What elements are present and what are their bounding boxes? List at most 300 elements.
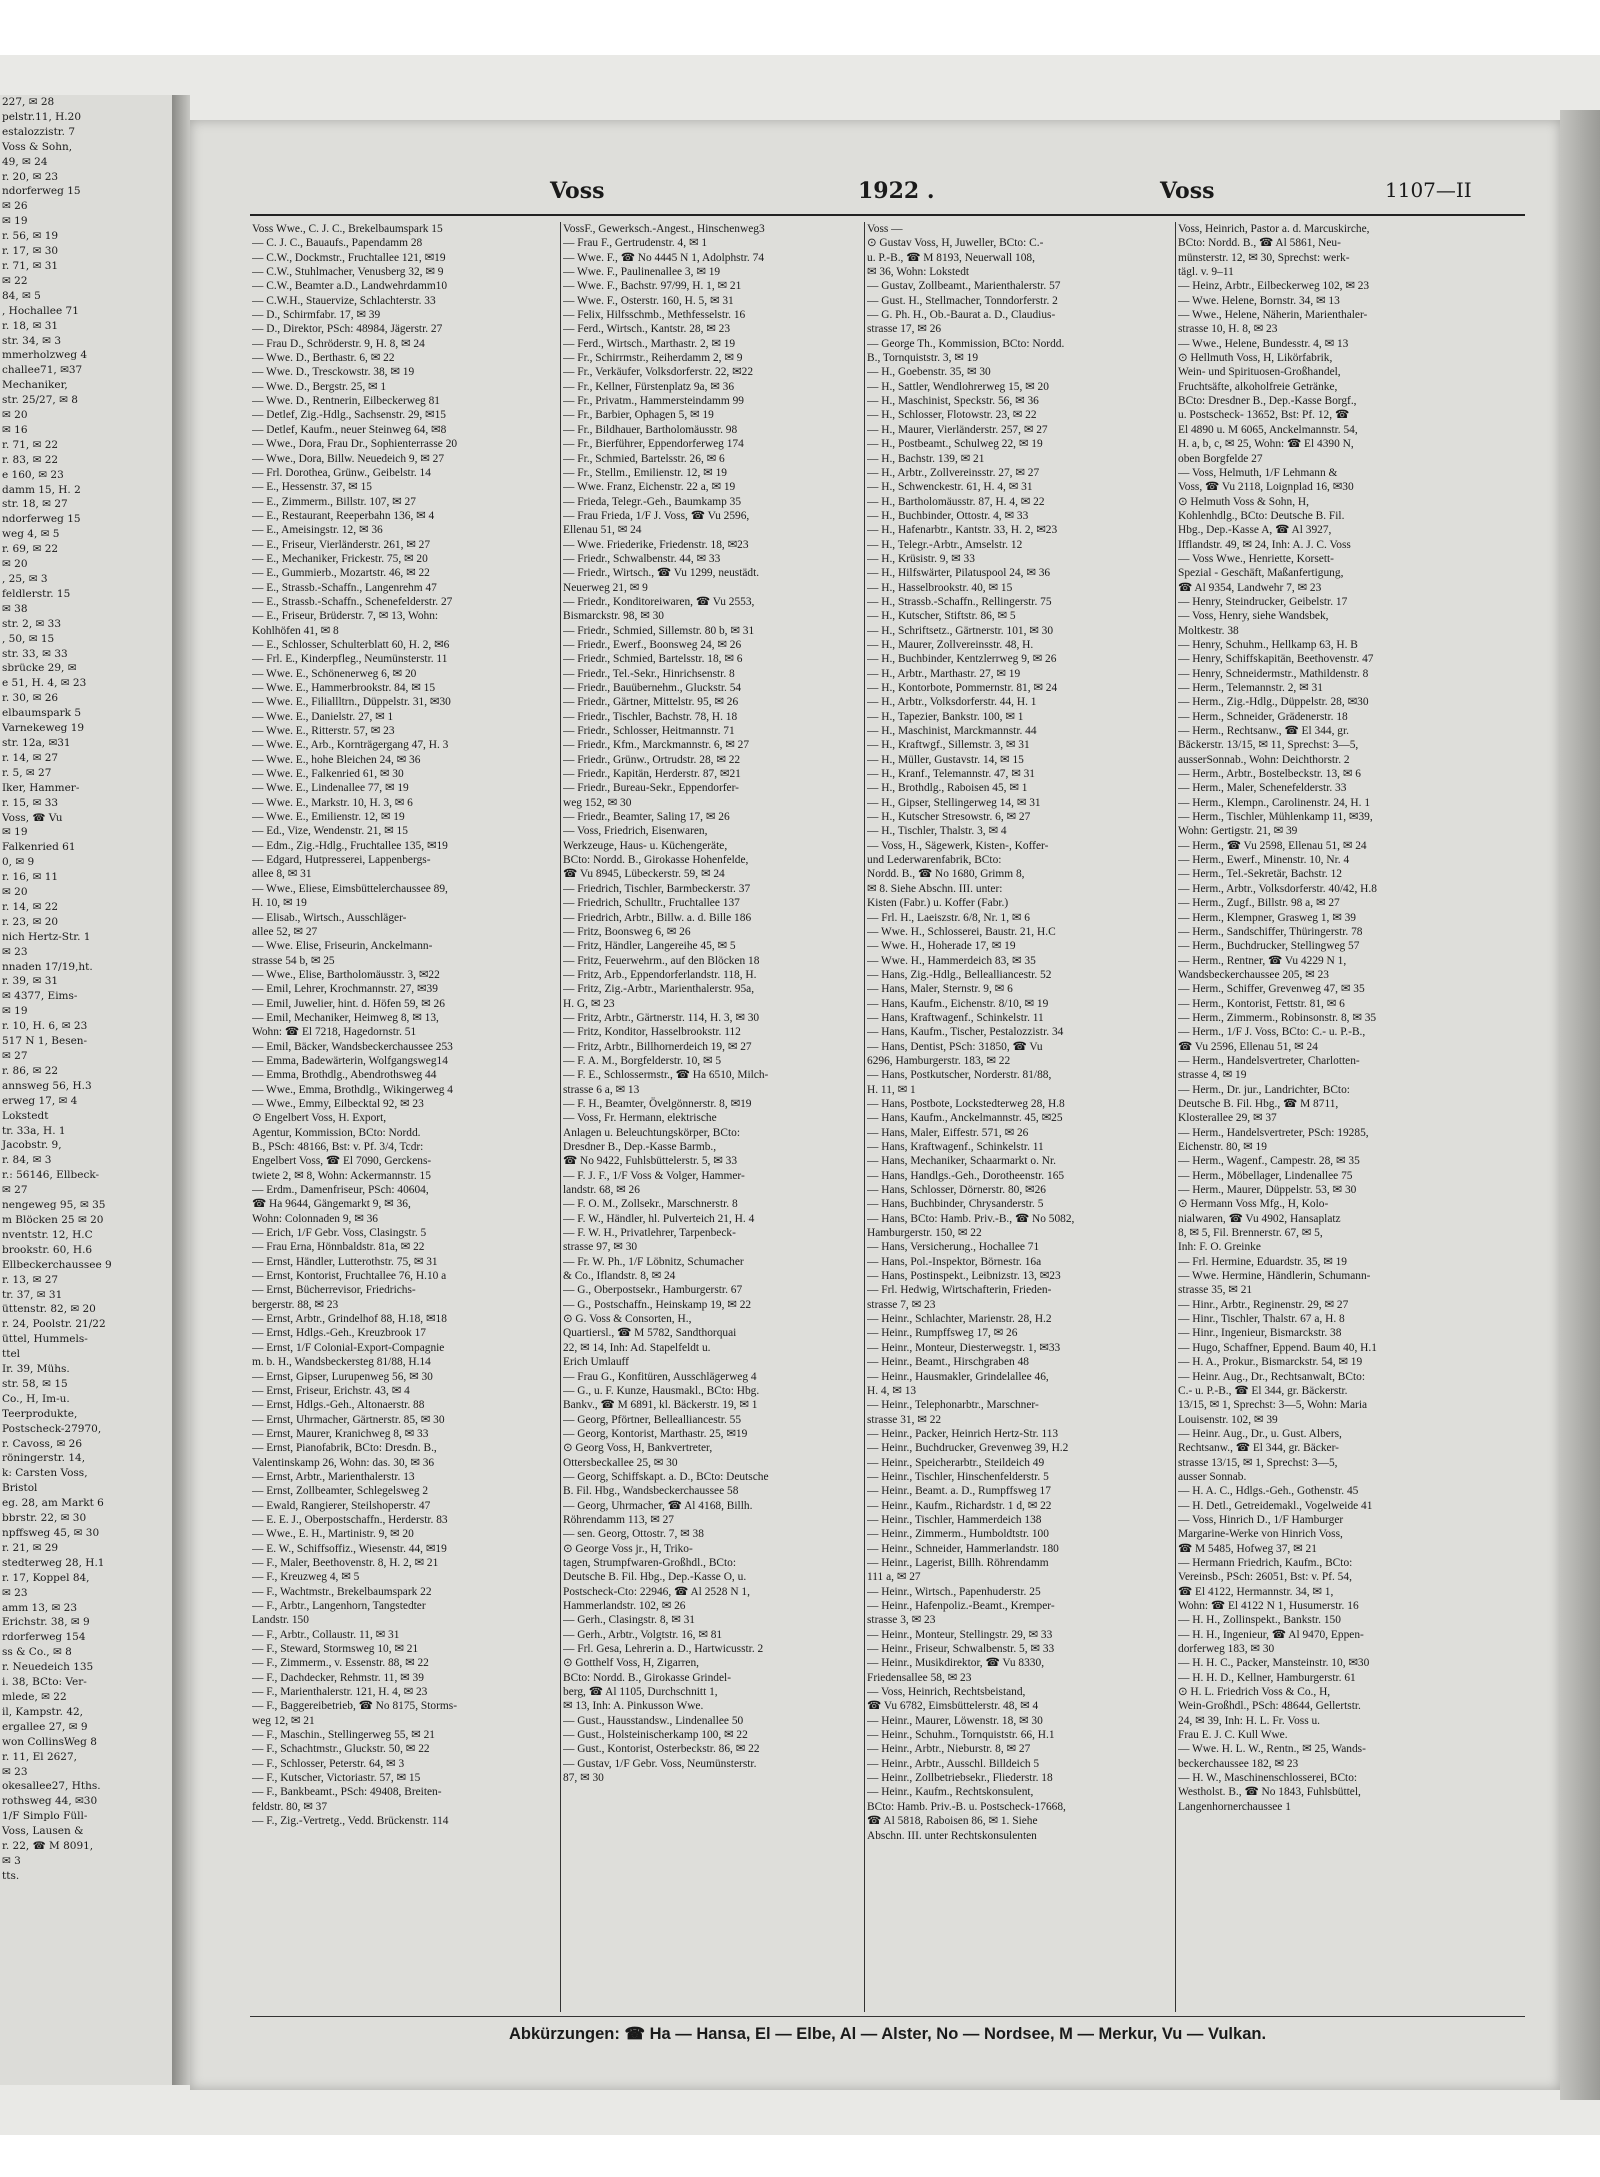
directory-entry-line: — F. W., Händler, hl. Pulverteich 21, H. 4 (563, 1212, 755, 1225)
directory-entry-line: — Wwe., Eliese, Eimsbüttelerchaussee 89, (252, 882, 448, 895)
directory-entry-line: — Wwe. F., Bachstr. 97/99, H. 1, ✉ 21 (563, 280, 742, 293)
directory-entry-line: — G., u. F. Kunze, Hausmakl., BCto: Hbg. (563, 1384, 760, 1397)
directory-entry-line: Rechtsanw., ☎ El 344, gr. Bäcker- (1178, 1442, 1339, 1455)
directory-entry-line: — F., Zig.-Vertretg., Vedd. Brückenstr. 114 (252, 1815, 449, 1828)
directory-entry-line: — Hans, Maler, Eiffestr. 571, ✉ 26 (867, 1126, 1029, 1139)
directory-entry-line: — Wwe. F., Osterstr. 160, H. 5, ✉ 31 (563, 294, 734, 307)
directory-entry-line: — Georg, Uhrmacher, ☎ Al 4168, Billh. (563, 1499, 753, 1512)
directory-entry-line: BCto: Dresdner B., Dep.-Kasse Borgf., (1178, 395, 1357, 408)
directory-entry-line: Westholst. B., ☎ No 1843, Fuhlsbüttel, (1178, 1786, 1361, 1799)
directory-entry-line: — E. E. J., Oberpostschaffn., Herderstr. 83 (252, 1513, 448, 1526)
left-page-line: str. 18, ✉ 27 (2, 498, 68, 511)
directory-entry-line: dorferweg 183, ✉ 30 (1178, 1643, 1275, 1656)
directory-entry-line: — Henry, Schiffskapitän, Beethovenstr. 47 (1178, 653, 1374, 666)
directory-entry-line: 8, ✉ 5, Fil. Brennerstr. 67, ✉ 5, (1178, 1227, 1323, 1240)
directory-entry-line: — Heinr., Arbtr., Nieburstr. 8, ✉ 27 (867, 1743, 1031, 1756)
directory-entry-line: — Hans, Versicherung., Hochallee 71 (867, 1241, 1040, 1254)
directory-entry-line: — H., Kutscher, Stiftstr. 86, ✉ 5 (867, 610, 1016, 623)
directory-entry-line: C.- u. P.-B., ☎ El 344, gr. Bäckerstr. (1178, 1384, 1348, 1397)
left-page-line: ttel (2, 1348, 21, 1361)
directory-entry-line: — Friedr., Kapitän, Herderstr. 87, ✉21 (563, 768, 741, 781)
directory-entry-line: — F. A. M., Borgfelderstr. 10, ✉ 5 (563, 1054, 722, 1067)
directory-entry-line: — C.W.H., Stauervize, Schlachterstr. 33 (252, 294, 436, 307)
directory-entry-line: 13/15, ✉ 1, Sprechst: 3—5, Wohn: Maria (1178, 1399, 1368, 1412)
abbreviations-footer: Abkürzungen: ☎ Ha — Hansa, El — Elbe, Al — Alster, No — Nordsee, M — Merkur, Vu — Vulkan. (508, 2025, 1267, 2043)
directory-entry-line: — Emil, Mechaniker, Heimweg 8, ✉ 13, (252, 1011, 439, 1024)
directory-entry-line: — Heinr., Musikdirektor, ☎ Vu 8330, (867, 1657, 1045, 1670)
directory-entry-line: — Ernst, Arbtr., Marienthalerstr. 13 (252, 1470, 415, 1483)
directory-entry-line: — Herm., Möbellager, Lindenallee 75 (1178, 1169, 1353, 1182)
directory-entry-line: — Erdm., Damenfriseur, PSch: 40604, (252, 1184, 429, 1197)
directory-entry-line: — Friedr., Grünw., Ortrudstr. 28, ✉ 22 (563, 753, 741, 766)
directory-entry-line: Voss Wwe., C. J. C., Brekelbaumspark 15 (252, 223, 443, 235)
directory-entry-line: — Heinr., Packer, Heinrich Hertz-Str. 113 (867, 1427, 1059, 1440)
directory-entry-line: — Friedr., Schlosser, Heitmannstr. 71 (563, 725, 735, 738)
directory-entry-line: — Heinr., Hafenpoliz.-Beamt., Kremper- (867, 1600, 1055, 1612)
directory-entry-line: — Heinr., Zollbetriebsekr., Fliederstr. 18 (867, 1772, 1053, 1785)
left-page-line: 517 N 1, Besen- (2, 1035, 88, 1048)
directory-entry-line: — H., Arbtr., Zollvereinsstr. 27, ✉ 27 (867, 466, 1040, 479)
left-page-line: ✉ 27 (2, 1050, 28, 1062)
left-page-line: rdorferweg 154 (2, 1631, 86, 1644)
directory-entry-line: — Herm., Schiffer, Grevenweg 47, ✉ 35 (1178, 983, 1365, 996)
directory-entry-line: — H., Kranf., Telemannstr. 47, ✉ 31 (867, 768, 1035, 781)
directory-entry-line: — Fr., Stellm., Emilienstr. 12, ✉ 19 (563, 466, 727, 479)
directory-entry-line: ✉ 8. Siehe Abschn. III. unter: (867, 882, 1003, 895)
directory-entry-line: — Gust., Kontorist, Osterbeckstr. 86, ✉ 22 (563, 1743, 760, 1756)
directory-entry-line: — Fr., Bierführer, Eppendorferweg 174 (563, 438, 744, 451)
left-page-line: r.: 56146, Ellbeck- (2, 1169, 100, 1182)
left-page-line: r. 5, ✉ 27 (2, 766, 52, 779)
directory-entry-line: — H., Müller, Gustavstr. 14, ✉ 15 (867, 753, 1024, 766)
directory-entry-line: — Herm., Kontorist, Fettstr. 81, ✉ 6 (1178, 997, 1345, 1010)
left-page-line: röningerstr. 14, (2, 1452, 86, 1465)
left-page-line: str. 34, ✉ 3 (2, 334, 62, 347)
directory-entry-line: — H., Goebenstr. 35, ✉ 30 (867, 366, 991, 379)
directory-entry-line: Wein-Großhdl., PSch: 48644, Gellertstr. (1178, 1700, 1361, 1713)
directory-entry-line: ✉ 13, Inh: A. Pinkusson Wwe. (563, 1700, 704, 1713)
directory-entry-line: ⊙ Georg Voss, H, Bankvertreter, (563, 1442, 713, 1455)
directory-entry-line: — E., Schlosser, Schulterblatt 60, H. 2, ✉6 (252, 638, 450, 651)
left-page-line: ss & Co., ✉ 8 (2, 1646, 72, 1659)
left-page-line: ✉ 23 (2, 1765, 28, 1778)
directory-entry-line: — H. H. C., Packer, Mansteinstr. 10, ✉30 (1178, 1657, 1370, 1670)
left-page-line: eg. 28, am Markt 6 (2, 1497, 104, 1510)
directory-entry-line: — Voss Wwe., Henriette, Korsett- (1178, 552, 1334, 565)
directory-entry-line: — Ernst, Friseur, Erichstr. 43, ✉ 4 (252, 1384, 410, 1397)
directory-entry-line: — Ernst, Pianofabrik, BCto: Dresdn. B., (252, 1442, 437, 1455)
directory-entry-line: Voss — (867, 223, 903, 235)
left-page-line: r. 71, ✉ 22 (2, 438, 59, 451)
directory-entry-line: Ellenau 51, ✉ 24 (563, 524, 642, 537)
left-page-line: i. 38, BCto: Ver- (2, 1676, 87, 1689)
left-page-line: Co., H, Im-u. (2, 1392, 70, 1405)
directory-entry-line: — Wwe. E., Schönenerweg 6, ✉ 20 (252, 667, 417, 680)
directory-entry-line: — Gustav, 1/F Gebr. Voss, Neumünsterstr. (563, 1757, 757, 1770)
directory-entry-line: — H., Sattler, Wendlohrerweg 15, ✉ 20 (867, 380, 1049, 393)
directory-entry-line: Eichenstr. 80, ✉ 19 (1178, 1141, 1267, 1153)
directory-entry-line: Hbg., Dep.-Kasse A, ☎ Al 3927, (1178, 524, 1332, 537)
directory-entry-line: — F., Marienthalerstr. 121, H. 4, ✉ 23 (252, 1686, 428, 1699)
directory-entry-line: u. P.-B., ☎ M 8193, Neuerwall 108, (867, 251, 1035, 264)
directory-entry-line: — Hans, BCto: Hamb. Priv.-B., ☎ No 5082, (867, 1212, 1075, 1225)
directory-entry-line: BCto: Nordd. B., Girokasse Hohenfelde, (563, 854, 749, 867)
directory-entry-line: — Herm., Tischler, Mühlenkamp 11, ✉39, (1178, 811, 1373, 824)
directory-entry-line: Agentur, Kommission, BCto: Nordd. (252, 1126, 421, 1139)
directory-entry-line: — E., Mechaniker, Frickestr. 75, ✉ 20 (252, 552, 428, 565)
directory-entry-line: — H., Gipser, Stellingerweg 14, ✉ 31 (867, 796, 1041, 809)
directory-entry-line: — Hugo, Schaffner, Eppend. Baum 40, H.1 (1178, 1341, 1377, 1354)
directory-entry-line: ☎ El 4122, Hermannstr. 34, ✉ 1, (1178, 1585, 1334, 1598)
header-year: 1922 . (858, 178, 935, 204)
header-surname-right: Voss (1160, 178, 1215, 204)
directory-entry-line: — Frl. Gesa, Lehrerin a. D., Hartwicusstr. 2 (563, 1643, 764, 1656)
directory-entry-line: — Gust., Holsteinischerkamp 100, ✉ 22 (563, 1729, 748, 1742)
directory-entry-line: — Herm., Handelsvertreter, Charlotten- (1178, 1054, 1360, 1067)
left-page-line: e 51, H. 4, ✉ 23 (2, 677, 87, 690)
left-page-line: nnaden 17/19,ht. (2, 960, 93, 973)
directory-entry-line: — Georg, Kontorist, Marthastr. 25, ✉19 (563, 1427, 748, 1440)
directory-entry-line: BCto: Nordd. B., ☎ Al 5861, Neu- (1178, 237, 1341, 250)
directory-entry-line: — Gust. H., Stellmacher, Tonndorferstr. 2 (867, 294, 1058, 307)
directory-entry-line: — Voss, Hinrich D., 1/F Hamburger (1178, 1513, 1344, 1526)
directory-entry-line: bergerstr. 88, ✉ 23 (252, 1298, 339, 1311)
directory-entry-line: — Voss, Fr. Hermann, elektrische (563, 1112, 717, 1125)
directory-entry-line: — Heinr., Beamt., Hirschgraben 48 (867, 1356, 1029, 1369)
directory-entry-line: — H., Bartholomäusstr. 87, H. 4, ✉ 22 (867, 495, 1045, 508)
left-page-line: ✉ 38 (2, 602, 28, 615)
directory-entry-line: — H., Schlosser, Flotowstr. 23, ✉ 22 (867, 409, 1037, 422)
directory-entry-line: — Herm., Sandschiffer, Thüringerstr. 78 (1178, 925, 1363, 938)
directory-entry-line: ⊙ Gustav Voss, H, Juweller, BCto: C.- (867, 237, 1044, 250)
book-gutter (172, 95, 190, 2085)
directory-entry-line: — F., Kutscher, Victoriastr. 57, ✉ 15 (252, 1772, 421, 1785)
directory-entry-line: — Heinr., Schlachter, Marienstr. 28, H.2 (867, 1313, 1052, 1326)
left-page-line: r. 14, ✉ 22 (2, 900, 59, 913)
directory-entry-line: — Heinr., Speicherarbtr., Steildeich 49 (867, 1456, 1045, 1469)
directory-entry-line: Wohn: ☎ El 7218, Hagedornstr. 51 (252, 1026, 417, 1039)
directory-entry-line: 22, ✉ 14, Inh: Ad. Stapelfeldt u. (563, 1341, 711, 1354)
left-page-line: k: Carsten Voss, (2, 1467, 88, 1480)
directory-entry-line: Voss, ☎ Vu 2118, Loignplad 16, ✉30 (1178, 481, 1354, 494)
directory-entry-line: — Heinr., Friseur, Schwalbenstr. 5, ✉ 33 (867, 1643, 1055, 1656)
directory-entry-line: — Frl. Hermine, Eduardstr. 35, ✉ 19 (1178, 1255, 1347, 1268)
directory-entry-line: — H., Buchbinder, Kentzlerrweg 9, ✉ 26 (867, 653, 1057, 666)
left-page-line: r. 15, ✉ 33 (2, 796, 59, 809)
directory-entry-line: — Herm., Zugf., Billstr. 98 a, ✉ 27 (1178, 897, 1340, 910)
directory-entry-line: Friedensallee 58, ✉ 23 (867, 1671, 972, 1684)
directory-entry-line: — Wwe. F., ☎ No 4445 N 1, Adolphstr. 74 (563, 251, 765, 264)
left-page-line: r. 18, ✉ 31 (2, 319, 59, 332)
directory-entry-line: B., Tornquiststr. 3, ✉ 19 (867, 352, 979, 365)
directory-entry-line: Ifflandstr. 49, ✉ 24, Inh: A. J. C. Voss (1178, 538, 1351, 551)
left-page-line: sbrücke 29, ✉ (2, 662, 77, 675)
directory-entry-line: — Friedr., Tischler, Bachstr. 78, H. 18 (563, 710, 738, 723)
directory-column-2 (563, 222, 863, 2017)
directory-entry-line: — H., Maurer, Zollvereinsstr. 48, H. (867, 638, 1034, 651)
left-page-line: il, Kampstr. 42, (2, 1705, 84, 1718)
directory-entry-line: strasse 97, ✉ 30 (563, 1241, 638, 1254)
directory-entry-line: strasse 17, ✉ 26 (867, 323, 942, 336)
left-page-line: annsweg 56, H.3 (2, 1079, 92, 1092)
directory-entry-line: — H., Brothdlg., Raboisen 45, ✉ 1 (867, 782, 1028, 795)
directory-entry-line: — H., Schriftsetz., Gärtnerstr. 101, ✉ 30 (867, 624, 1054, 637)
left-page-line: str. 12a, ✉31 (2, 736, 71, 749)
directory-entry-line: — Hans, Postkutscher, Norderstr. 81/88, (867, 1069, 1052, 1082)
directory-entry-line: — E., Gummierb., Mozartstr. 46, ✉ 22 (252, 567, 430, 580)
directory-entry-line: — Herm., Wagenf., Campestr. 28, ✉ 35 (1178, 1155, 1360, 1168)
directory-entry-line: — Herm., Klempn., Carolinenstr. 24, H. 1 (1178, 796, 1371, 809)
left-page-line: erweg 17, ✉ 4 (2, 1094, 78, 1107)
left-page-line: bbrstr. 22, ✉ 30 (2, 1512, 87, 1525)
directory-entry-line: — Hans, Kaufm., Anckelmannstr. 45, ✉25 (867, 1112, 1063, 1125)
directory-entry-line: — H. A., Prokur., Bismarckstr. 54, ✉ 19 (1178, 1356, 1363, 1369)
directory-entry-line: — H. A. C., Hdlgs.-Geh., Gothenstr. 45 (1178, 1485, 1359, 1498)
directory-entry-line: — Wwe. D., Tresckowstr. 38, ✉ 19 (252, 366, 415, 379)
directory-entry-line: — Edgard, Hutpresserei, Lappenbergs- (252, 854, 431, 867)
directory-entry-line: — Hans, Zig.-Hdlg., Bellealliancestr. 52 (867, 968, 1052, 981)
directory-entry-line: — Fritz, Arbtr., Gärtnerstr. 114, H. 3, ✉ 30 (563, 1011, 760, 1024)
directory-entry-line: Wandsbeckerchaussee 205, ✉ 23 (1178, 968, 1329, 981)
directory-entry-line: Louisenstr. 102, ✉ 39 (1178, 1413, 1278, 1426)
directory-entry-line: — Voss, Heinrich, Rechtsbeistand, (867, 1686, 1026, 1699)
directory-entry-line: — Heinr., Tischler, Hinschenfelderstr. 5 (867, 1470, 1049, 1483)
directory-entry-line: — G., Postschaffn., Heinskamp 19, ✉ 22 (563, 1298, 752, 1311)
directory-entry-line: — Heinr., Kaufm., Rechtskonsulent, (867, 1786, 1034, 1799)
directory-entry-line: Landstr. 150 (252, 1614, 309, 1627)
directory-entry-line: — Emil, Bäcker, Wandsbeckerchaussee 253 (252, 1040, 453, 1053)
directory-entry-line: 87, ✉ 30 (563, 1772, 604, 1785)
directory-entry-line: H. 10, ✉ 19 (252, 897, 307, 910)
directory-entry-line: — F. W. H., Privatlehrer, Tarpenbeck- (563, 1227, 736, 1240)
directory-entry-line: — E., Hessenstr. 37, ✉ 15 (252, 481, 372, 494)
directory-entry-line: — Herm., Rentner, ☎ Vu 4229 N 1, (1178, 954, 1347, 967)
directory-entry-line: — Wwe., E. H., Martinistr. 9, ✉ 20 (252, 1528, 414, 1541)
directory-entry-line: — Fritz, Feuerwehrm., auf den Blöcken 18 (563, 954, 760, 967)
directory-entry-line: — Heinr., Wirtsch., Papenhuderstr. 25 (867, 1585, 1041, 1598)
directory-entry-line: — Hans, Dentist, PSch: 31850, ☎ Vu (867, 1040, 1043, 1053)
directory-entry-line: oben Borgfelde 27 (1178, 452, 1263, 465)
directory-entry-line: — Wwe. H. L. W., Rentn., ✉ 25, Wands- (1178, 1743, 1366, 1756)
directory-entry-line: strasse 3, ✉ 23 (867, 1614, 936, 1627)
left-page-line: elbaumspark 5 (2, 707, 82, 720)
directory-entry-line: Werkzeuge, Haus- u. Küchengeräte, (563, 839, 728, 852)
directory-entry-line: Ottersbeckallee 25, ✉ 30 (563, 1456, 678, 1469)
left-page-line: stedterweg 28, H.1 (2, 1556, 105, 1569)
directory-entry-line: — Georg, Pförtner, Bellealliancestr. 55 (563, 1413, 742, 1426)
directory-entry-line: ☎ Al 9354, Landwehr 7, ✉ 23 (1178, 581, 1322, 594)
directory-entry-line: — Hermann Friedrich, Kaufm., BCto: (1178, 1556, 1353, 1569)
directory-entry-line: — Wwe. E., Arb., Kornträgergang 47, H. 3 (252, 739, 449, 752)
directory-entry-line: ⊙ Gotthelf Voss, H, Zigarren, (563, 1657, 699, 1670)
directory-entry-line: — Frl. Dorothea, Grünw., Geibelstr. 14 (252, 466, 431, 479)
directory-entry-line: — Friedrich, Tischler, Barmbeckerstr. 37 (563, 882, 751, 895)
directory-entry-line: — Fr., Verkäufer, Volksdorferstr. 22, ✉22 (563, 366, 754, 379)
directory-entry-line: — Gust., Hausstandsw., Lindenallee 50 (563, 1714, 744, 1727)
directory-entry-line: — Friedr., Schmied, Sillemstr. 80 b, ✉ 31 (563, 624, 755, 637)
directory-entry-line: — Ernst, Maurer, Kranichweg 8, ✉ 33 (252, 1427, 429, 1440)
directory-entry-line: Dresdner B., Dep.-Kasse Barmb., (563, 1141, 717, 1153)
left-page-line: Ellbeckerchaussee 9 (2, 1258, 112, 1271)
directory-entry-line: 24, ✉ 39, Inh: H. L. Fr. Voss u. (1178, 1714, 1321, 1727)
directory-entry-line: — Friedr., Beamter, Saling 17, ✉ 26 (563, 811, 730, 824)
directory-entry-line: — F., Kreuzweg 4, ✉ 5 (252, 1571, 360, 1584)
directory-entry-line: BCto: Nordd. B., Girokasse Grindel- (563, 1671, 731, 1684)
directory-entry-line: ⊙ Helmuth Voss & Sohn, H, (1178, 495, 1309, 508)
directory-column-4 (1178, 222, 1523, 2017)
left-page-line: Voss, ☎ Vu (2, 811, 63, 824)
directory-entry-line: — Wwe., Elise, Bartholomäusstr. 3, ✉22 (252, 968, 440, 981)
directory-entry-line: — F., Dachdecker, Rehmstr. 11, ✉ 39 (252, 1671, 424, 1684)
directory-entry-line: — F., Arbtr., Langenhorn, Tangstedter (252, 1600, 426, 1612)
left-page-line: ✉ 3 (2, 1854, 21, 1867)
directory-entry-line: — Heinr., Kaufm., Richardstr. 1 d, ✉ 22 (867, 1499, 1052, 1512)
left-page-line: ✉ 22 (2, 274, 28, 287)
directory-entry-line: — Hans, Handlgs.-Geh., Dorotheenstr. 165 (867, 1169, 1065, 1182)
directory-entry-line: — Friedr., Wirtsch., ☎ Vu 1299, neustädt. (563, 567, 760, 580)
directory-entry-line: — Edm., Zig.-Hdlg., Fruchtallee 135, ✉19 (252, 839, 448, 852)
directory-entry-line: — G. Ph. H., Ob.-Baurat a. D., Claudius- (867, 309, 1056, 322)
directory-entry-line: — Herm., ☎ Vu 2598, Ellenau 51, ✉ 24 (1178, 839, 1367, 852)
directory-entry-line: — E. W., Schiffsoffiz., Wiesenstr. 44, ✉19 (252, 1542, 447, 1555)
left-page-line: üttenstr. 82, ✉ 20 (2, 1303, 96, 1316)
directory-entry-line: Deutsche B. Fil. Hbg., ☎ M 8711, (1178, 1097, 1339, 1110)
directory-entry-line: — Heinr., Hausmakler, Grindelallee 46, (867, 1370, 1049, 1383)
directory-entry-line: — Ernst, Hdlgs.-Geh., Altonaerstr. 88 (252, 1399, 425, 1412)
directory-entry-line: — Fr., Bildhauer, Bartholomäusstr. 98 (563, 423, 738, 436)
directory-entry-line: feldstr. 80, ✉ 37 (252, 1800, 328, 1813)
left-page-line: r. 30, ✉ 26 (2, 692, 59, 705)
directory-entry-line: — Ernst, Gipser, Lurupenweg 56, ✉ 30 (252, 1370, 433, 1383)
left-page-line: mlede, ✉ 22 (2, 1690, 67, 1703)
column-divider (864, 222, 865, 2012)
directory-entry-line: — Herm., Maler, Schenefelderstr. 33 (1178, 782, 1347, 795)
left-page-line: tr. 37, ✉ 31 (2, 1288, 63, 1301)
directory-entry-line: — Hans, Pol.-Inspektor, Börnestr. 16a (867, 1255, 1042, 1268)
left-page-line: ✉ 23 (2, 945, 28, 958)
directory-entry-line: — Hans, Maler, Sternstr. 9, ✉ 6 (867, 983, 1013, 996)
page-number: 1107—II (1385, 178, 1472, 202)
directory-entry-line: — H., Postbeamt., Schulweg 22, ✉ 19 (867, 438, 1043, 451)
directory-entry-line: — Hans, Buchbinder, Chrysanderstr. 5 (867, 1198, 1044, 1211)
directory-entry-line: — H., Tapezier, Bankstr. 100, ✉ 1 (867, 710, 1024, 723)
directory-entry-line: Nordd. B., ☎ No 1680, Grimm 8, (867, 868, 1025, 881)
left-page-line: Lokstedt (2, 1109, 49, 1122)
directory-entry-line: u. Postscheck- 13652, Bst: Pf. 12, ☎ (1178, 409, 1350, 422)
left-page-line: r. 10, H. 6, ✉ 23 (2, 1020, 88, 1033)
left-page-fragment (0, 95, 174, 2085)
directory-entry-line: — Herm., Maurer, Düppelstr. 53, ✉ 30 (1178, 1184, 1357, 1197)
left-page-line: r. 84, ✉ 3 (2, 1154, 52, 1167)
directory-entry-line: — Fritz, Boonsweg 6, ✉ 26 (563, 925, 691, 938)
directory-entry-line: — Wwe. E., Hammerbrookstr. 84, ✉ 15 (252, 682, 436, 694)
directory-entry-line: — C.W., Dockmstr., Fruchtallee 121, ✉19 (252, 251, 446, 264)
directory-entry-line: — Wwe. H., Schlosserei, Baustr. 21, H.C (867, 925, 1056, 938)
directory-entry-line: — F., Baggereibetrieb, ☎ No 8175, Storms- (252, 1700, 457, 1713)
left-page-line: r. 56, ✉ 19 (2, 230, 59, 243)
directory-entry-line: — G., Oberpostsekr., Hamburgerstr. 67 (563, 1284, 743, 1297)
left-page-line: Jacobstr. 9, (2, 1139, 62, 1152)
directory-entry-line: — Wwe. Franz, Eichenstr. 22 a, ✉ 19 (563, 481, 736, 494)
directory-entry-line: ⊙ Hermann Voss Mfg., H, Kolo- (1178, 1198, 1329, 1211)
directory-entry-line: — sen. Georg, Ottostr. 7, ✉ 38 (563, 1528, 704, 1541)
directory-entry-line: — E., Restaurant, Reeperbahn 136, ✉ 4 (252, 509, 435, 522)
directory-entry-line: — Heinr. Aug., Dr., u. Gust. Albers, (1178, 1427, 1342, 1440)
directory-entry-line: — Heinr., Monteur, Diesterwegstr. 1, ✉33 (867, 1341, 1061, 1354)
directory-entry-line: — Wwe. D., Rentnerin, Eilbeckerweg 81 (252, 395, 440, 408)
directory-entry-line: — Detlef, Zig.-Hdlg., Sachsenstr. 29, ✉15 (252, 409, 446, 422)
directory-entry-line: tagen, Strumpfwaren-Großhdl., BCto: (563, 1556, 737, 1569)
left-page-line: won CollinsWeg 8 (2, 1735, 97, 1748)
left-page-line: , 25, ✉ 3 (2, 573, 48, 585)
directory-entry-line: — F. J. F., 1/F Voss & Volger, Hammer- (563, 1169, 745, 1182)
left-page-line: ✉ 19 (2, 826, 28, 839)
directory-entry-line: Fruchtsäfte, alkoholfreie Getränke, (1178, 380, 1338, 393)
directory-entry-line: Anlagen u. Beleuchtungskörper, BCto: (563, 1126, 741, 1139)
directory-entry-line: — Wwe. D., Bergstr. 25, ✉ 1 (252, 380, 387, 393)
directory-entry-line: allee 52, ✉ 27 (252, 925, 318, 938)
directory-entry-line: landstr. 68, ✉ 26 (563, 1184, 640, 1197)
directory-entry-line: münsterstr. 12, ✉ 30, Sprechst: werk- (1178, 251, 1350, 264)
left-page-line: nengeweg 95, ✉ 35 (2, 1199, 106, 1212)
directory-entry-line: Valentinskamp 26, Wohn: das. 30, ✉ 36 (252, 1456, 435, 1469)
directory-entry-line: — F., Schlosser, Peterstr. 64, ✉ 3 (252, 1757, 405, 1770)
directory-entry-line: — Wwe. Friederike, Friedenstr. 18, ✉23 (563, 538, 749, 551)
directory-entry-line: — Heinr., Monteur, Stellingstr. 29, ✉ 33 (867, 1628, 1053, 1641)
directory-entry-line: berg, ☎ Al 1105, Durchschnitt 1, (563, 1686, 718, 1699)
directory-entry-line: — Gerh., Arbtr., Volgtstr. 16, ✉ 81 (563, 1628, 723, 1641)
directory-entry-line: — Fr., Schirrmstr., Reiherdamm 2, ✉ 9 (563, 352, 743, 365)
directory-entry-line: Inh: F. O. Greinke (1178, 1241, 1261, 1254)
directory-entry-line: Bäckerstr. 13/15, ✉ 11, Sprechst: 3—5, (1178, 739, 1359, 752)
directory-entry-line: — Herm., Schneider, Grädenerstr. 18 (1178, 710, 1348, 723)
directory-entry-line: — Herm., Dr. jur., Landrichter, BCto: (1178, 1083, 1350, 1096)
left-page-line: weg 4, ✉ 5 (2, 528, 60, 541)
directory-entry-line: Klosterallee 29, ✉ 37 (1178, 1112, 1277, 1125)
directory-entry-line: strasse 7, ✉ 23 (867, 1298, 936, 1311)
header-surname-left: Voss (550, 178, 605, 204)
directory-entry-line: allee 8, ✉ 31 (252, 868, 312, 881)
left-page-line: Teerprodukte, (2, 1407, 78, 1420)
directory-entry-line: H. a, b, c, ✉ 25, Wohn: ☎ El 4390 N, (1178, 438, 1354, 451)
directory-entry-line: — Hans, Mechaniker, Schaarmarkt o. Nr. (867, 1155, 1057, 1168)
left-page-line: ✉ 4377, Eims- (2, 990, 78, 1003)
directory-entry-line: 6296, Hamburgerstr. 183, ✉ 22 (867, 1054, 1011, 1067)
left-page-line: amm 13, ✉ 23 (2, 1601, 78, 1614)
left-page-line: 1/F Simplo Füll- (2, 1810, 88, 1823)
directory-entry-line: — Emil, Lehrer, Krochmannstr. 27, ✉39 (252, 983, 438, 996)
directory-entry-line: — E., Zimmerm., Billstr. 107, ✉ 27 (252, 495, 416, 508)
left-page-line: 49, ✉ 24 (2, 155, 48, 168)
left-page-line: Varnekeweg 19 (2, 722, 85, 735)
directory-entry-line: ☎ Vu 6782, Eimsbüttelerstr. 48, ✉ 4 (867, 1700, 1039, 1713)
directory-entry-line: ☎ Al 5818, Raboisen 86, ✉ 1. Siehe (867, 1815, 1038, 1828)
directory-entry-line: Hamburgerstr. 150, ✉ 22 (867, 1227, 982, 1240)
directory-entry-line: — Heinr. Aug., Dr., Rechtsanwalt, BCto: (1178, 1370, 1365, 1383)
left-page-line: Mechaniker, (2, 379, 68, 392)
directory-entry-line: — Heinr., Lagerist, Billh. Röhrendamm (867, 1556, 1049, 1569)
directory-entry-line: — H., Kraftwgf., Sillemstr. 3, ✉ 31 (867, 739, 1030, 752)
directory-entry-line: — Hinr., Arbtr., Reginenstr. 29, ✉ 27 (1178, 1298, 1349, 1311)
directory-entry-line: — Herm., Rechtsanw., ☎ El 344, gr. (1178, 725, 1349, 738)
directory-entry-line: Kisten (Fabr.) u. Koffer (Fabr.) (867, 897, 1009, 910)
directory-entry-line: — Wwe. E., Ritterstr. 57, ✉ 23 (252, 725, 395, 738)
directory-entry-line: — Frl. Hedwig, Wirtschafterin, Frieden- (867, 1284, 1052, 1297)
directory-entry-line: — Heinr., Rumpffsweg 17, ✉ 26 (867, 1327, 1018, 1340)
left-page-line: feldlerstr. 15 (2, 587, 71, 600)
directory-entry-line: — F., Bankbeamt., PSch: 49408, Breiten- (252, 1786, 442, 1799)
directory-entry-line: — Henry, Steindrucker, Geibelstr. 17 (1178, 595, 1348, 608)
